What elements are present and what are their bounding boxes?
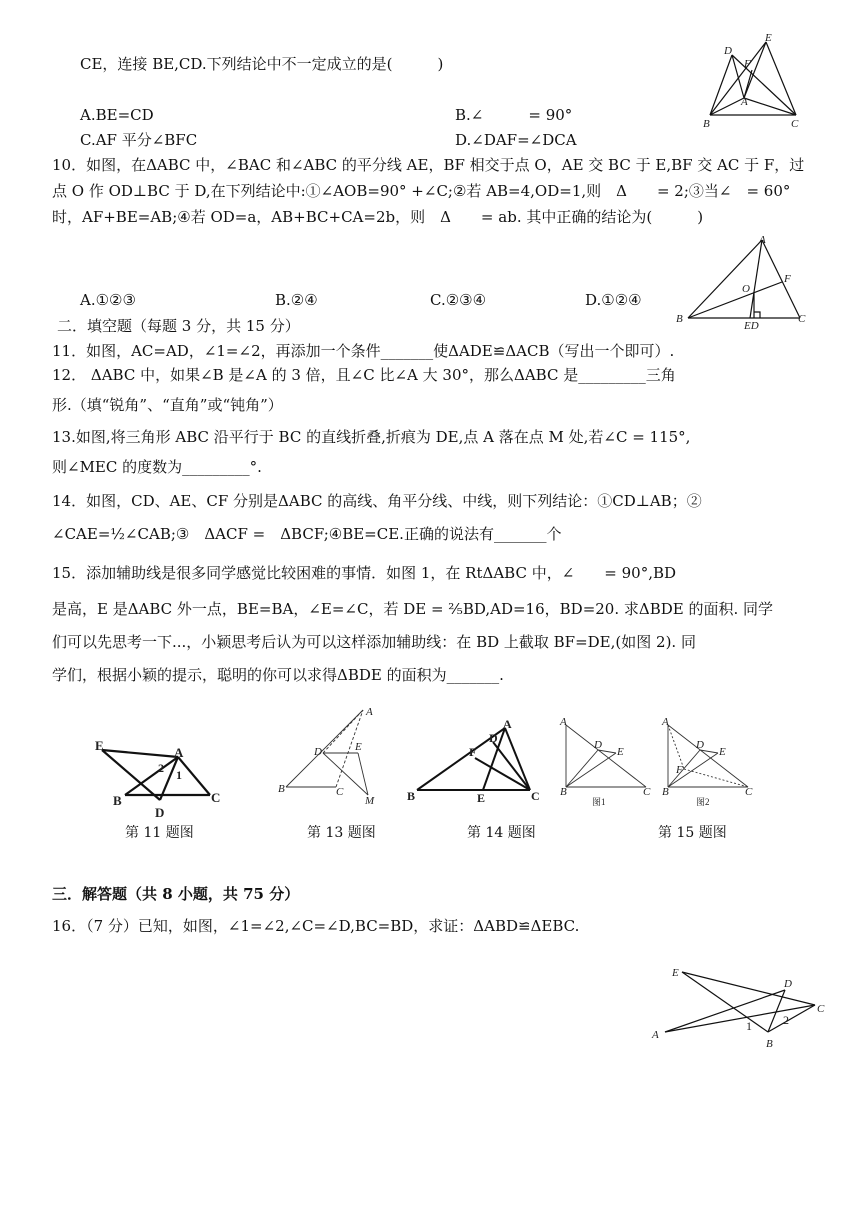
q13-line-2: 则∠MEC 的度数为_________°. <box>52 458 262 476</box>
section-2-heading: 二．填空题（每题 3 分，共 15 分） <box>57 317 300 335</box>
q10-label-a: A <box>759 234 766 246</box>
q11-label-d: D <box>155 805 165 820</box>
q14-figure <box>405 720 540 805</box>
q9-label-b: B <box>703 118 710 130</box>
q11-label-c: C <box>211 790 221 805</box>
q16-label-a: A <box>652 1029 659 1041</box>
q15-line-2: 是高，E 是ΔABC 外一点，BE=BA，∠E=∠C，若 DE = ⅖BD,AD=16，BD=20. 求ΔBDE 的面积. 同学 <box>52 600 774 618</box>
q9-label-a: A <box>741 96 748 108</box>
q14-figure-caption: 第 14 题图 <box>467 825 536 841</box>
q15-f1-label-c: C <box>643 786 651 798</box>
q15-figure-1 <box>558 715 658 810</box>
q14-label-d: D <box>489 731 498 745</box>
q15-fig1-label: 图1 <box>592 797 606 807</box>
q10-label-b: B <box>676 313 683 325</box>
q16-label-e: E <box>672 967 679 979</box>
q11-text: 11．如图，AC=AD，∠1=∠2，再添加一个条件_______使ΔADE≌ΔACB（写出一个即可）. <box>52 342 675 360</box>
q11-label-1: 1 <box>176 768 182 782</box>
q10-label-ed: ED <box>744 320 759 330</box>
q9-figure <box>700 30 810 135</box>
q12-line-2: 形.（填“锐角”、“直角”或“钝角”） <box>52 396 283 414</box>
q15-figure-caption: 第 15 题图 <box>658 825 727 841</box>
q13-line-1: 13.如图,将三角形 ABC 沿平行于 BC 的直线折叠,折痕为 DE,点 A 落在点 M 处,若∠C = 115°, <box>52 428 691 446</box>
q11-label-e: E <box>95 738 104 753</box>
q11-figure <box>90 735 230 820</box>
q10-line-2: 点 O 作 OD⊥BC 于 D,在下列结论中:①∠AOB=90° +∠C;②若 AB=4,OD=1,则 Δ = 2;③当∠ = 60° <box>52 182 791 200</box>
q14-label-a: A <box>503 720 512 731</box>
q9-stem: CE，连接 BE,CD.下列结论中不一定成立的是( ) <box>80 55 444 73</box>
q13-label-m: M <box>365 795 375 807</box>
q10-line-1: 10．如图，在ΔABC 中，∠BAC 和∠ABC 的平分线 AE，BF 相交于点 O，AE 交 BC 于 E,BF 交 AC 于 F，过 <box>52 156 805 174</box>
q16-label-2: 2 <box>783 1013 789 1027</box>
q16-figure <box>650 960 835 1055</box>
q13-label-d: D <box>314 746 322 758</box>
q10-line-3: 时，AF+BE=AB;④若 OD=a，AB+BC+CA=2b，则 Δ = ab. 其中正确的结论为( ) <box>52 208 704 226</box>
q15-line-1: 15．添加辅助线是很多同学感觉比较困难的事情．如图 1，在 RtΔABC 中，∠ = 90°,BD <box>52 564 677 582</box>
q9-option-c: C.AF 平分∠BFC <box>80 131 198 149</box>
q15-f2-label-e: E <box>719 746 726 758</box>
q14-label-c: C <box>531 789 540 803</box>
q9-option-a: A.BE=CD <box>80 106 154 124</box>
q15-f1-label-e: E <box>617 746 624 758</box>
q15-f2-label-b: B <box>662 786 669 798</box>
q13-label-e: E <box>355 741 362 753</box>
q12-line-1: 12． ΔABC 中，如果∠B 是∠A 的 3 倍，且∠C 比∠A 大 30°，那么ΔABC 是_________三角 <box>52 366 676 384</box>
q11-label-2: 2 <box>158 761 164 775</box>
q16-label-1: 1 <box>746 1019 752 1033</box>
q15-f2-label-f: F <box>676 764 683 776</box>
q15-f2-label-d: D <box>696 739 704 751</box>
q15-line-3: 们可以先思考一下...，小颖思考后认为可以这样添加辅助线：在 BD 上截取 BF=DE,(如图 2). 同 <box>52 633 696 651</box>
q9-label-d: D <box>724 45 732 57</box>
q10-label-f: F <box>784 273 791 285</box>
q15-line-4: 学们，根据小颖的提示，聪明的你可以求得ΔBDE 的面积为_______. <box>52 666 504 684</box>
q10-label-o: O <box>742 283 750 295</box>
q16-label-c: C <box>817 1003 825 1015</box>
q13-label-b: B <box>278 783 285 795</box>
q14-line-2: ∠CAE=½∠CAB;③ ΔACF = ΔBCF;④BE=CE.正确的说法有_______个 <box>52 525 562 543</box>
q13-label-c: C <box>336 786 344 798</box>
q10-option-d: D.①②④ <box>585 291 642 309</box>
q15-f1-label-a: A <box>560 716 567 728</box>
q15-fig2-label: 图2 <box>696 797 710 807</box>
q16-label-d: D <box>784 978 792 990</box>
q14-line-1: 14．如图，CD、AE、CF 分别是ΔABC 的高线、角平分线、中线，则下列结论：①CD⊥AB；② <box>52 492 702 510</box>
q9-label-e: E <box>765 32 772 44</box>
q10-label-c: C <box>798 313 806 325</box>
q13-label-a: A <box>366 706 373 718</box>
q15-f1-label-b: B <box>560 786 567 798</box>
q13-figure-caption: 第 13 题图 <box>307 825 376 841</box>
q11-label-b: B <box>113 793 122 808</box>
q14-label-b: B <box>407 789 416 803</box>
q10-option-a: A.①②③ <box>80 291 136 309</box>
q9-option-d: D.∠DAF=∠DCA <box>455 131 577 149</box>
q10-figure <box>670 230 820 330</box>
q10-option-c: C.②③④ <box>430 291 487 309</box>
q9-label-c: C <box>791 118 799 130</box>
q9-label-f: F <box>744 58 751 70</box>
q10-option-b: B.②④ <box>275 291 318 309</box>
q11-figure-caption: 第 11 题图 <box>125 825 194 841</box>
q16-text: 16．（7 分）已知，如图，∠1=∠2,∠C=∠D,BC=BD，求证：ΔABD≌ΔEBC. <box>52 917 580 935</box>
q11-label-a: A <box>174 745 184 760</box>
q9-option-b: B.∠ = 90° <box>455 106 573 124</box>
q16-label-b: B <box>766 1038 773 1050</box>
section-3-heading: 三．解答题（共 8 小题，共 75 分） <box>52 885 300 903</box>
q15-f2-label-c: C <box>745 786 753 798</box>
q14-label-e: E <box>477 791 486 805</box>
q13-figure <box>278 705 388 810</box>
q15-figure-2 <box>660 715 760 810</box>
q15-f2-label-a: A <box>662 716 669 728</box>
q15-f1-label-d: D <box>594 739 602 751</box>
q14-label-f: F <box>469 745 477 759</box>
